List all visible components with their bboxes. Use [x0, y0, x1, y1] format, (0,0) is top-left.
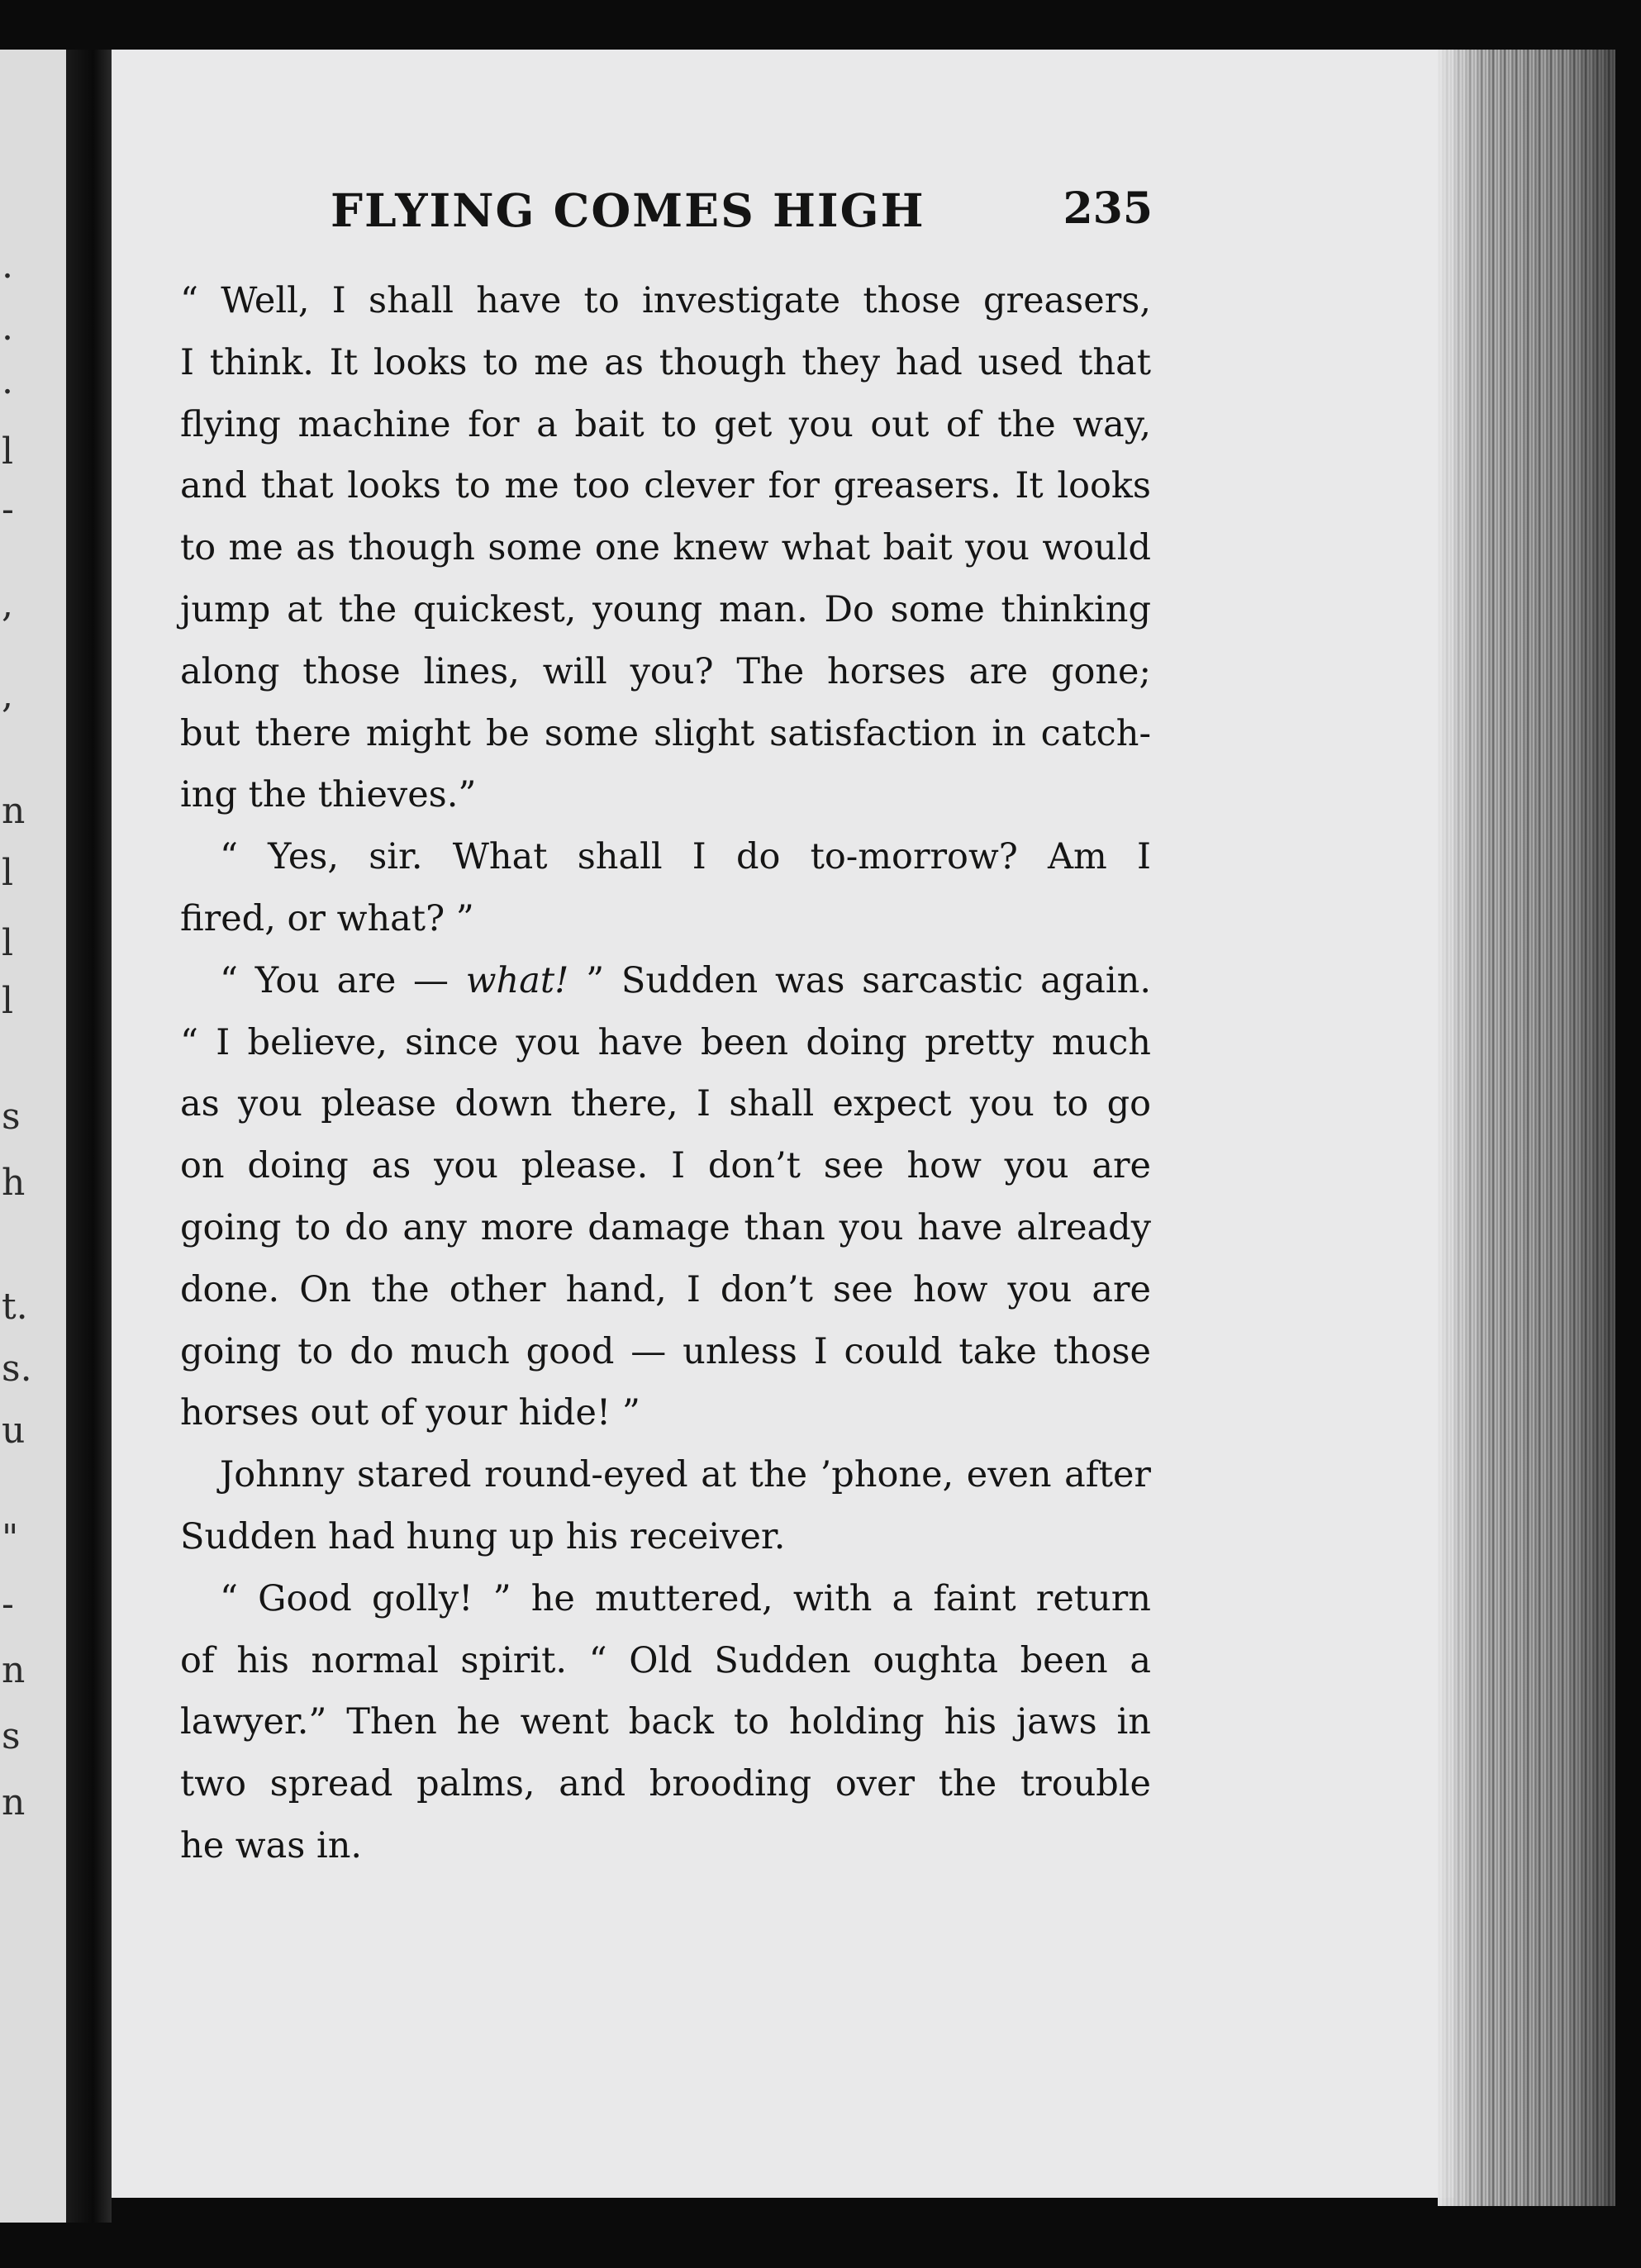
- facing-page-fragment: s: [2, 1096, 21, 1138]
- text-line: [180, 764, 1151, 826]
- facing-page-fragment: .: [2, 360, 13, 402]
- italic-text: what!: [465, 959, 569, 1001]
- text-line: [180, 826, 1151, 888]
- facing-page-fragment: t.: [2, 1286, 28, 1328]
- facing-page-fragment: n: [2, 790, 26, 832]
- text-run: ing the thieves.”: [180, 774, 477, 816]
- page-header: [331, 183, 1153, 241]
- text-line: [180, 332, 1151, 394]
- text-line: [180, 270, 1151, 332]
- facing-page-fragment: l: [2, 980, 14, 1022]
- text-line: [180, 1444, 1151, 1506]
- text-run: done. On the other hand, I don’t see how you are: [180, 1268, 1151, 1310]
- facing-page-fragment: .: [2, 245, 13, 287]
- text-run: to me as though some one knew what bait you would: [180, 527, 1151, 569]
- facing-page-fragment: s: [2, 1715, 21, 1757]
- page-edge-shadow: [1438, 50, 1615, 2206]
- text-run: of his normal spirit. “ Old Sudden oughta been a: [180, 1639, 1151, 1681]
- text-run: going to do much good — unless I could take those: [180, 1330, 1151, 1372]
- body-text: [180, 270, 1151, 1877]
- facing-page-fragment: l: [2, 922, 14, 964]
- facing-page-fragment: n: [2, 1781, 26, 1823]
- text-line: [180, 1630, 1151, 1692]
- text-line: [180, 703, 1151, 765]
- facing-page-fragment: -: [2, 1583, 14, 1625]
- text-line: [180, 641, 1151, 703]
- page-number: 235: [1063, 183, 1153, 234]
- facing-page-fragment: h: [2, 1162, 26, 1204]
- text-line: [180, 579, 1151, 641]
- text-run: I think. It looks to me as though they had used that: [180, 341, 1151, 383]
- text-line: [180, 1259, 1151, 1321]
- text-run: Johnny stared round-eyed at the ’phone, even after: [220, 1454, 1151, 1496]
- text-run: “ Yes, sir. What shall I do to-morrow? Am I: [220, 836, 1151, 878]
- text-line: [180, 455, 1151, 517]
- text-line: [180, 1815, 1151, 1877]
- text-run: horses out of your hide! ”: [180, 1392, 640, 1434]
- text-run: “ I believe, since you have been doing pretty much: [180, 1021, 1151, 1063]
- facing-page-fragment: n: [2, 1649, 26, 1691]
- facing-page-fragment: ": [2, 1517, 19, 1559]
- text-run: fired, or what? ”: [180, 897, 474, 939]
- text-line: [180, 1506, 1151, 1568]
- text-run: and that looks to me too clever for greasers. It looks: [180, 465, 1151, 507]
- text-line: [180, 1012, 1151, 1074]
- text-line: [180, 394, 1151, 456]
- text-run: as you please down there, I shall expect you to go: [180, 1083, 1151, 1125]
- text-run: jump at the quickest, young man. Do some thinking: [180, 588, 1151, 630]
- text-line: [180, 1691, 1151, 1753]
- text-run: along those lines, will you? The horses are gone;: [180, 650, 1151, 692]
- text-line: [180, 1382, 1151, 1444]
- facing-page-fragment: .: [2, 307, 13, 349]
- facing-page-fragment: l: [2, 430, 14, 473]
- facing-page-fragment: u: [2, 1410, 26, 1452]
- text-line: [180, 1197, 1151, 1259]
- facing-page-fragment: l: [2, 852, 14, 894]
- text-run: flying machine for a bait to get you out of the way,: [180, 403, 1151, 445]
- text-run: on doing as you please. I don’t see how you are: [180, 1145, 1151, 1187]
- text-line: [180, 888, 1151, 950]
- text-run: two spread palms, and brooding over the trouble: [180, 1763, 1151, 1805]
- text-line: [180, 1073, 1151, 1135]
- facing-page-fragment: ,: [2, 674, 13, 716]
- text-run: lawyer.” Then he went back to holding his jaws in: [180, 1701, 1151, 1743]
- text-run: “ Well, I shall have to investigate those greasers,: [180, 280, 1151, 321]
- text-line: [180, 517, 1151, 579]
- text-line: [180, 950, 1151, 1012]
- facing-page-fragment: ,: [2, 583, 13, 625]
- text-line: [180, 1135, 1151, 1197]
- text-line: [180, 1321, 1151, 1383]
- text-run: ” Sudden was sarcastic again.: [568, 959, 1151, 1001]
- adjacent-left-page: [0, 50, 66, 2223]
- text-run: going to do any more damage than you have already: [180, 1206, 1151, 1248]
- text-run: “ Good golly! ” he muttered, with a faint return: [220, 1577, 1151, 1619]
- facing-page-fragment: s.: [2, 1348, 32, 1390]
- book-gutter: [66, 50, 112, 2223]
- running-head: FLYING COMES HIGH: [331, 183, 925, 237]
- text-line: [180, 1568, 1151, 1630]
- text-run: he was in.: [180, 1824, 363, 1866]
- text-run: “ You are —: [220, 959, 466, 1001]
- text-run: but there might be some slight satisfaction in catch-: [180, 712, 1151, 754]
- facing-page-fragment: -: [2, 488, 14, 530]
- text-line: [180, 1753, 1151, 1815]
- text-run: Sudden had hung up his receiver.: [180, 1515, 786, 1557]
